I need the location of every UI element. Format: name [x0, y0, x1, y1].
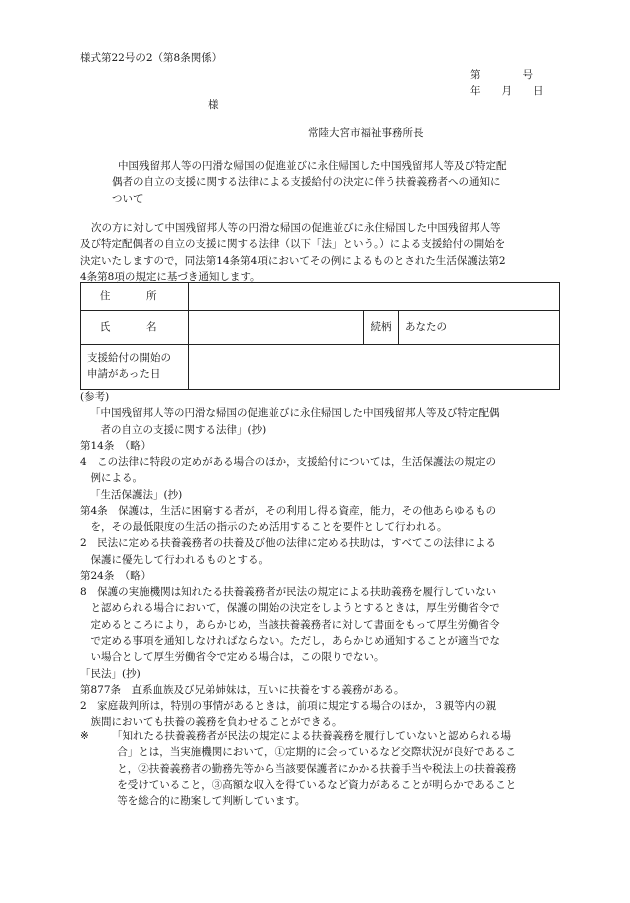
article-line: 定めるところにより，あらかじめ，当該扶養義務者に対して書面をもって厚生労働省令: [90, 618, 500, 631]
article-line: 第4条 保護は，生活に困窮する者が，その利用し得る資産，能力，その他あらゆるもの: [80, 504, 497, 517]
relation-label: 続柄: [364, 311, 399, 345]
article-line: 保護に優先して行われるものとする。: [90, 553, 269, 566]
article-line: 族間においても扶養の義務を負わせることができる。: [90, 716, 343, 729]
title-line: 偶者の自立の支援に関する法律による支援給付の決定に伴う扶養義務者への通知に: [112, 176, 501, 189]
table-row-address: [81, 283, 560, 311]
article-line: 8 保護の実施機関は知れたる扶養義務者が民法の規定による扶助義務を履行していない: [80, 586, 497, 599]
note-mark: ※: [80, 730, 89, 742]
article-877-2: [80, 698, 565, 731]
note-line: 「知れたる扶養義務者が民法の規定による扶養義務を履行していないと認められる場: [112, 730, 511, 742]
note-line: を受けていること，③高額な収入を得ているなど資力があることが明らかであること: [117, 778, 517, 791]
date-label: 年 月 日: [470, 85, 544, 97]
law2-title: 「生活保護法」(抄): [90, 488, 183, 501]
article-24: 第24条 （略）: [80, 569, 152, 582]
article-line: で定める事項を通知しなければならない。ただし，あらかじめ通知することが適当でな: [90, 634, 500, 647]
law1-title: [80, 405, 565, 438]
note-line: と，②扶養義務者の勤務先等から当該要保護者にかかる扶養手当や税法上の扶養義務: [117, 762, 517, 775]
article-line: 例による。: [90, 472, 143, 485]
article-line: を，その最低限度の生活の指示のため活用することを要件として行われる。: [90, 521, 448, 534]
article-877: 第877条 直系血族及び兄弟姉妹は，互いに扶養をする義務がある。: [80, 683, 405, 696]
start-date-label: [81, 345, 189, 390]
start-date-value-cell[interactable]: [189, 345, 560, 390]
law1-title-line: 「中国残留邦人等の円滑な帰国の促進並びに永住帰国した中国残留邦人等及び特定配偶: [90, 407, 500, 420]
body-line: 次の方に対して中国残留邦人等の円滑な帰国の促進並びに永住帰国した中国残留邦人等: [91, 222, 501, 234]
name-value-cell[interactable]: [189, 311, 364, 345]
address-value-cell[interactable]: [189, 283, 560, 311]
article-line: と認められる場合において，保護の開始の決定をしようとするときは，厚生労働省令で: [90, 602, 500, 615]
document-title: [112, 158, 562, 207]
name-label: 氏 名: [81, 311, 189, 345]
law3-title: 「民法」(抄): [80, 667, 141, 680]
start-date-label-line: 支援給付の開始の: [87, 352, 171, 365]
body-line: 4条第8項の規定に基づき通知します。: [80, 270, 261, 283]
note-line: 合」とは，当実施機関において，①定期的に会っているなど交際状況が良好であるこ: [117, 746, 517, 759]
article-line: 4 この法律に特段の定めがある場合のほか，支援給付については，生活保護法の規定の: [80, 456, 496, 469]
address-label: 住 所: [81, 283, 189, 311]
reference-heading: (参考): [80, 391, 110, 403]
article-line: 2 民法に定める扶養義務者の扶養及び他の法律に定める扶助は，すべてこの法律による: [80, 537, 496, 550]
reference-section: [80, 389, 565, 731]
addressee-suffix: 様: [208, 99, 219, 111]
title-line: ついて: [112, 192, 144, 205]
table-row-name: [81, 311, 560, 345]
article-24-8: [80, 584, 565, 665]
article-line: い場合として厚生労働省令で定める場合は，この限りでない。: [90, 651, 385, 664]
note-line: 等を総合的に勘案して判断しています。: [117, 795, 306, 808]
article-line: 2 家庭裁判所は，特別の事情があるときは，前項に規定する場合のほか，３親等内の親: [80, 700, 497, 713]
article-4-2: [80, 535, 565, 568]
issuer-name: 常陸大宮市福祉事務所長: [308, 127, 424, 139]
body-line: 決定いたしますので，同法第14条第4項においてその例によるものとされた生活保護法第2: [80, 254, 506, 267]
title-line: 中国残留邦人等の円滑な帰国の促進並びに永住帰国した中国残留邦人等及び特定配: [118, 160, 507, 172]
relation-value: あなたの: [399, 311, 560, 345]
table-row-start-date: [81, 345, 560, 390]
body-line: 及び特定配偶者の自立の支援に関する法律（以下「法」という。）による支援給付の開始を: [80, 238, 506, 251]
note-text: [112, 728, 567, 809]
law1-title-line: 者の自立の支援に関する法律」(抄): [100, 423, 267, 436]
form-number: 様式第22号の2（第8条関係）: [80, 52, 223, 64]
body-text: [80, 220, 565, 285]
article-14-4: [80, 454, 565, 487]
article-14: 第14条 （略）: [80, 439, 152, 452]
document-number-label: 第 号: [470, 69, 533, 81]
article-4: [80, 503, 565, 536]
recipient-table: [80, 282, 560, 390]
start-date-label-line: 申請があった日: [87, 368, 161, 380]
